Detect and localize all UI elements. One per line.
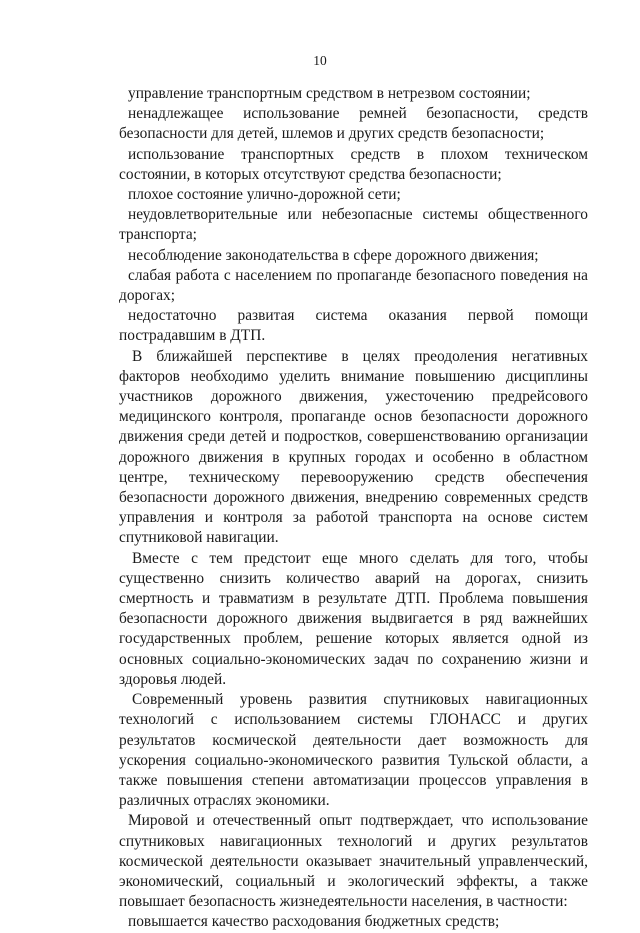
paragraph-5: неудовлетворительные или небезопасные системы общественного транспорта; [119,206,588,244]
document-body [119,84,588,933]
paragraph-2: ненадлежащее использование ремней безопасности, средств безопасности для детей, шлемов и других средств безопасности; [119,105,588,143]
paragraph-7: слабая работа с населением по пропаганде безопасного поведения на дорогах; [119,266,588,305]
paragraph-6: несоблюдение законодательства в сфере дорожного движения; [128,246,539,264]
paragraph-4: плохое состояние улично-дорожной сети; [128,186,401,204]
paragraph-9: В ближайшей перспективе в целях преодоления негативных факторов необходимо уделить внимание повышению дисциплины участников дорожного движения, ужесточению предрейсового медицинского контроля, пропаганде основ безопасности дорожного движения среди детей и подростков, совершенствованию организации дорожного движения в крупных городах и особенно в областном центре, техническому перевооружению средств обеспечения безопасности дорожного движения, внедрению современных средств управления и контроля за работой транспорта на основе систем спутниковой навигации. [119,347,588,547]
paragraph-12: Мировой и отечественный опыт подтверждает, что использование спутниковых навигационных технологий и других результатов космической деятельности оказывает значительный управленческий, экономический, социальный и экологический эффекты, а также повышает безопасность жизнедеятельности населения, в частности: [119,812,588,911]
paragraph-13: повышается качество расходования бюджетных средств; [128,913,500,931]
paragraph-8: недостаточно развитая система оказания первой помощи пострадавшим в ДТП. [119,307,588,345]
paragraph-11: Современный уровень развития спутниковых навигационных технологий с использованием системы ГЛОНАСС и других результатов космической деятельности дает возможность для ускорения социально-экономического развития Тульской области, а также повышения степени автоматизации процессов управления в различных отраслях экономики. [119,691,588,810]
paragraph-3: использование транспортных средств в плохом техническом состоянии, в которых отсутствуют средства безопасности; [119,145,588,183]
paragraph-10: Вместе с тем предстоит еще много сделать для того, чтобы существенно снизить количество аварий на дорогах, снизить смертность и травматизм в результате ДТП. Проблема повышения безопасности дорожного движения выдвигается в ряд важнейших государственных проблем, решение которых является одной из основных социально-экономических задач по сохранению жизни и здоровья людей. [119,549,588,688]
paragraph-1: управление транспортным средством в нетрезвом состоянии; [128,85,531,102]
page-number: 10 [313,53,327,68]
